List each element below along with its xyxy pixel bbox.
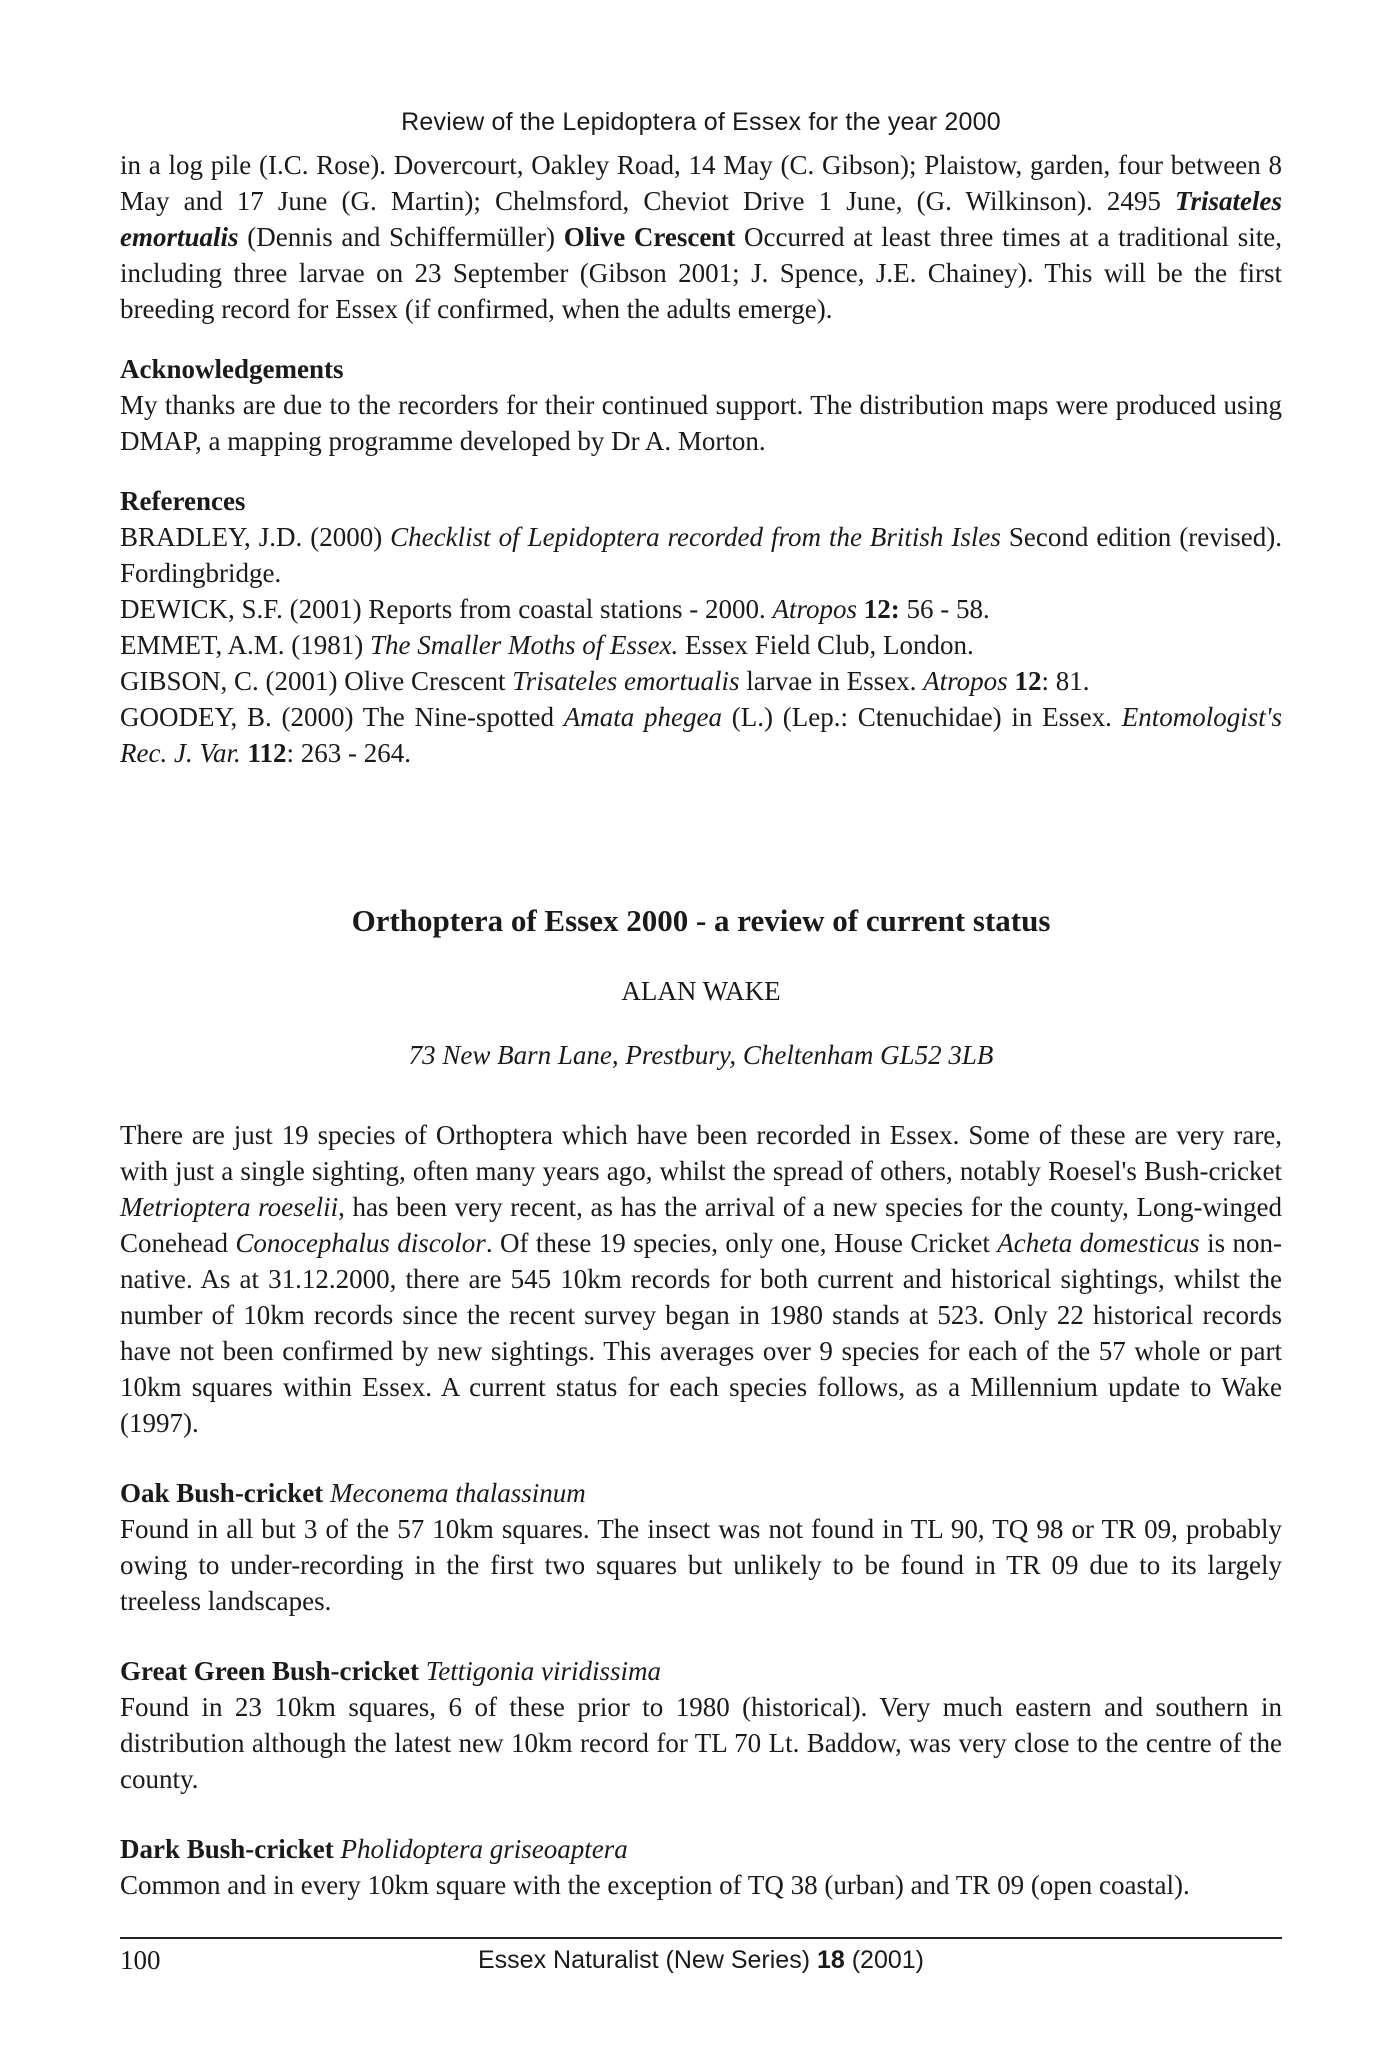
intro-text: . Of these 19 species, only one, House Cricket [485,1228,998,1258]
reference-detail: (L.) (Lep.: Ctenuchidae) in Essex. [722,702,1122,732]
species-latin-name: Trisateles emortualis [120,186,1282,252]
reference-pages: 56 - 58. [899,594,990,624]
journal-citation [120,1942,1282,1978]
species-text: Found in all but 3 of the 57 10km squares. The insect was not found in TL 90, TQ 98 or TR 09, probably owing to under-recording in the first two squares but unlikely to be found in TR 09 due to its largely treeless landscapes. [120,1514,1282,1616]
reference-species: Trisateles emortualis [512,666,740,696]
page-body [120,108,1282,1903]
journal-year: (2001) [844,1946,924,1974]
reference-journal: Atropos [772,594,858,624]
species-heading [120,1653,1282,1689]
intro-text: is non-native. As at 31.12.2000, there are 545 10km records for both current and historical sightings, whilst the number of 10km records since the recent survey began in 1980 stands at 523. Only 22 historical records have not been confirmed by new sightings. This averages over 9 species for each of the 57 whole or part 10km squares within Essex. A current status for each species follows, as a Millennium update to Wake (1997). [120,1228,1282,1438]
reference-journal: Atropos [923,666,1008,696]
acknowledgements-heading: Acknowledgements [120,354,344,384]
reference-authors: GIBSON, C. (2001) Olive Crescent [120,666,513,696]
species-common-name: Oak Bush-cricket [120,1478,324,1508]
reference-detail: Essex Field Club, London. [678,630,974,660]
species-common-name: Olive Crescent [563,222,736,252]
continued-paragraph [120,147,1282,327]
running-head: Review of the Lepidoptera of Essex for the year 2000 [401,108,1001,136]
reference-detail: larvae in Essex. [739,666,924,696]
species-latin-name: Meconema thalassinum [330,1478,586,1508]
author-address: 73 New Barn Lane, Prestbury, Cheltenham GL52 3LB [408,1040,994,1070]
reference-authors: EMMET, A.M. (1981) [120,630,370,660]
reference-item [120,591,1282,627]
species-record-text: Occurred at least three times at a traditional site, including three larvae on 23 September (Gibson 2001; J. Spence, J.E. Chainey). This will be the first breeding record for Essex (if confirmed, when the adults emerge). [120,222,1283,324]
intro-text: , has been very recent, as has the arrival of a new species for the county, Long-winged Conehead [120,1192,1282,1258]
journal-volume: 18 [816,1946,845,1974]
species-section [120,1653,1282,1797]
reference-pages: : 81. [1041,666,1090,696]
article-author: ALAN WAKE [621,976,781,1006]
species-section [120,1475,1282,1619]
references-heading: References [120,486,246,516]
reference-volume: 112 [247,738,287,768]
reference-title: The Smaller Moths of Essex. [370,630,679,660]
reference-volume: 12: [857,594,900,624]
reference-detail: Second edition (revised). Fordingbridge. [120,522,1282,588]
species-common-name: Great Green Bush-cricket [120,1656,419,1686]
reference-pages: : 263 - 264. [286,738,411,768]
continued-text: in a log pile (I.C. Rose). Dovercourt, Oakley Road, 14 May (C. Gibson); Plaistow, garden, four between 8 May and 17 June (G. Martin); Chelmsford, Cheviot Drive 1 June, (G. Wilkinson). [120,150,1282,216]
article-intro [120,1117,1282,1441]
reference-item [120,663,1282,699]
species-heading [120,1475,1282,1511]
reference-volume: 12 [1014,666,1042,696]
intro-species-latin: Acheta domesticus [997,1228,1200,1258]
intro-species-latin: Conocephalus discolor [235,1228,486,1258]
species-number: 2495 [1106,186,1161,216]
species-latin-name: Tettigonia viridissima [425,1656,661,1686]
species-common-name: Dark Bush-cricket [120,1834,334,1864]
species-latin-name: Pholidoptera griseoaptera [340,1834,628,1864]
reference-species: Amata phegea [563,702,722,732]
intro-text: There are just 19 species of Orthoptera which have been recorded in Essex. Some of these are very rare, with just a single sighting, often many years ago, whilst the spread of others, notably Roesel's Bush-cricket [120,1120,1282,1186]
species-authority: (Dennis and Schiffermüller) [247,222,555,252]
species-text: Found in 23 10km squares, 6 of these prior to 1980 (historical). Very much eastern and southern in distribution although the latest new 10km record for TL 70 Lt. Baddow, was very close to the centre of the county. [120,1692,1282,1794]
reference-item [120,627,1282,663]
acknowledgements-text: My thanks are due to the recorders for their continued support. The distribution maps were produced using DMAP, a mapping programme developed by Dr A. Morton. [120,390,1282,456]
article-title: Orthoptera of Essex 2000 - a review of current status [351,903,1051,938]
footer-rule [120,1937,1282,1939]
reference-journal: Entomologist's Rec. J. Var. [120,702,1282,768]
reference-item [120,519,1282,591]
species-section [120,1831,1282,1903]
reference-item [120,699,1282,771]
reference-title: Checklist of Lepidoptera recorded from the British Isles [390,522,1001,552]
reference-authors: GOODEY, B. (2000) The Nine-spotted [120,702,564,732]
journal-name: Essex Naturalist (New Series) [477,1946,817,1974]
species-heading [120,1831,1282,1867]
intro-species-latin: Metrioptera roeselii [120,1192,339,1222]
page-footer [120,1942,1282,1978]
reference-authors: BRADLEY, J.D. (2000) [120,522,391,552]
species-text: Common and in every 10km square with the exception of TQ 38 (urban) and TR 09 (open coastal). [120,1870,1190,1900]
page-number: 100 [120,1945,161,1975]
reference-authors: DEWICK, S.F. (2001) Reports from coastal stations - 2000. [120,594,773,624]
